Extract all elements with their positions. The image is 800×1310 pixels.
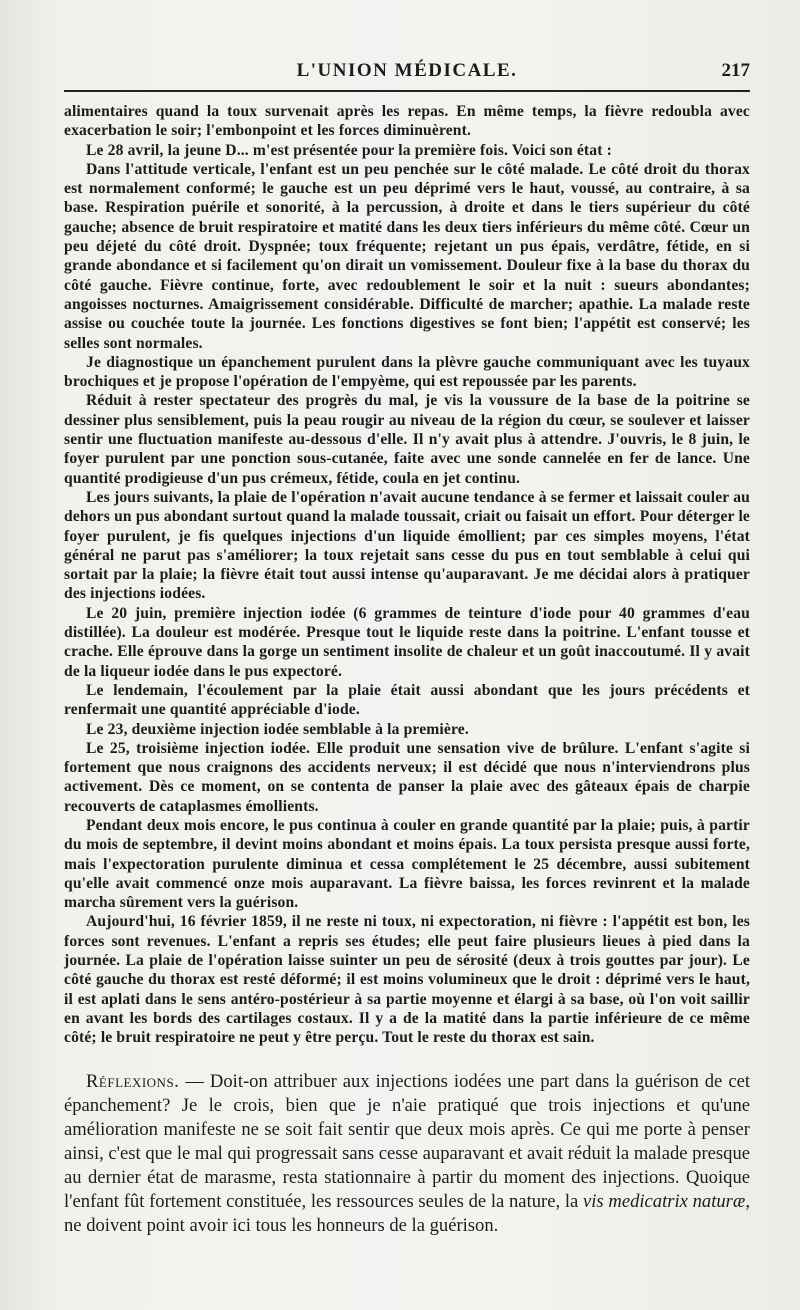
body-text xyxy=(64,102,750,1048)
reflexions-text-1: — Doit-on attribuer aux injections iodées une part dans la guérison de cet épanchement? Je le crois, bien que je n'aie pratiqué que trois injections et qu'une amélioration manifeste ne se soit fait sentir que deux mois après. Ce qui me porte à penser ainsi, c'est que le mal qui progressait sans cesse auparavant et avait réduit la malade presque au dernier état de marasme, resta stationnaire à partir du moment des injections. Quoique l'enfant fût fortement constituée, les ressources seules de la nature, la xyxy=(64,1070,750,1212)
reflexions-latin-phrase: vis medicatrix naturæ xyxy=(583,1190,746,1212)
page-number: 217 xyxy=(721,60,750,81)
paragraph: Aujourd'hui, 16 février 1859, il ne reste ni toux, ni expectoration, ni fièvre : l'appétit est bon, les forces sont revenues. L'enfant a repris ses études; elle peut faire plusieurs lieues à pied dans la journée. La plaie de l'opération laisse suinter un peu de sérosité (deux à trois gouttes par jour). Le côté gauche du thorax est resté déformé; il est moins volumineux que le droit : déprimé vers le haut, il est aplati dans le sens antéro-postérieur à sa partie moyenne et élargi à sa base, où l'on voit saillir en avant les bords des cartilages costaux. Il y a de la matité dans la partie inférieure de ce même côté; le bruit respiratoire ne peut y être perçu. Tout le reste du thorax est sain. xyxy=(64,913,750,1047)
paragraph: Je diagnostique un épanchement purulent dans la plèvre gauche communiquant avec les tuyaux brochiques et je propose l'opération de l'empyème, qui est repoussée par les parents. xyxy=(64,353,750,391)
reflexions-text-2: , ne doivent point avoir ici tous les honneurs de la guérison. xyxy=(64,1190,750,1236)
paragraph: alimentaires quand la toux survenait après les repas. En même temps, la fièvre redoubla avec exacerbation le soir; l'embonpoint et les forces diminuèrent. xyxy=(64,103,750,140)
header-rule xyxy=(64,90,750,92)
paragraph: Le 25, troisième injection iodée. Elle produit une sensation vive de brûlure. L'enfant s'agite si fortement que nous craignons des accidents nerveux; il est décidé que nous n'interviendrons plus activement. Dès ce moment, on se contenta de panser la plaie avec des gâteaux épais de charpie recouverts de cataplasmes émollients. xyxy=(64,739,750,815)
paragraph: Le 28 avril, la jeune D... m'est présentée pour la première fois. Voici son état : xyxy=(86,141,612,159)
paragraph: Le lendemain, l'écoulement par la plaie était aussi abondant que les jours précédents et renfermait une quantité appréciable d'iode. xyxy=(64,681,750,719)
paragraph: Dans l'attitude verticale, l'enfant est un peu penchée sur le côté malade. Le côté droit du thorax est normalement conformé; le gauche est un peu déprimé vers le haut, voussé, au contraire, à sa base. Respiration puérile et sonorité, à la percussion, à droite et dans le tiers supérieur du côté gauche; absence de bruit respiratoire et matité dans les deux tiers inférieurs du même côté. Cœur un peu déjeté du côté droit. Dyspnée; toux fréquente; rejetant un pus épais, verdâtre, fétide, en si grande abondance et si facilement qu'on dirait un vomissement. Douleur fixe à la base du thorax du côté gauche. Fièvre continue, forte, avec redoublement le soir et la nuit : sueurs abondantes; angoisses nocturnes. Amaigrissement considérable. Difficulté de marcher; apathie. La malade reste assise ou couchée toute la journée. Les fonctions digestives se font bien; l'appétit est conservé; les selles sont normales. xyxy=(64,160,750,352)
paragraph: Réduit à rester spectateur des progrès du mal, je vis la voussure de la base de la poitrine se dessiner plus sensiblement, puis la peau rougir au niveau de la région du cœur, se soulever et laisser sentir une fluctuation manifeste au-dessous d'elle. Il n'y avait plus à attendre. J'ouvris, le 8 juin, le foyer purulent par une ponction sous-cutanée, faite avec une sonde cannelée en fer de lance. Une quantité prodigieuse d'un pus crémeux, fétide, coula en jet continu. xyxy=(64,392,750,487)
reflexions-label: Réflexions. xyxy=(86,1070,180,1092)
paragraph: Les jours suivants, la plaie de l'opération n'avait aucune tendance à se fermer et laissait couler au dehors un pus abondant surtout quand la malade toussait, criait ou faisait un effort. Pour déterger le foyer purulent, je fis quelques injections d'un liquide émollient; par ces simples moyens, l'état général ne parut pas s'améliorer; la toux rejetait sans cesse du pus en tout semblable à celui qui sortait par la plaie; la fièvre était tout aussi intense qu'auparavant. Je me décidai alors à pratiquer des injections iodées. xyxy=(64,488,750,603)
paragraph: Le 23, deuxième injection iodée semblable à la première. xyxy=(86,720,469,738)
running-header xyxy=(64,52,750,86)
journal-title: L'UNION MÉDICALE. xyxy=(296,60,518,81)
reflexions-paragraph xyxy=(64,1070,750,1238)
paragraph: Le 20 juin, première injection iodée (6 grammes de teinture d'iode pour 40 grammes d'eau distillée). La douleur est modérée. Presque tout le liquide reste dans la poitrine. L'enfant tousse et crache. Elle éprouve dans la gorge un sentiment insolite de chaleur et un goût inaccoutumé. Il y avait de la liqueur iodée dans le pus expectoré. xyxy=(64,604,750,680)
paragraph: Pendant deux mois encore, le pus continua à couler en grande quantité par la plaie; puis, à partir du mois de septembre, il devint moins abondant et moins épais. La toux persista presque aussi forte, mais l'expectoration purulente diminua et cessa complétement le 25 décembre, aussi subitement qu'elle avait commencé onze mois auparavant. La fièvre baissa, les forces revinrent et la malade marcha sûrement vers la guérison. xyxy=(64,816,750,912)
